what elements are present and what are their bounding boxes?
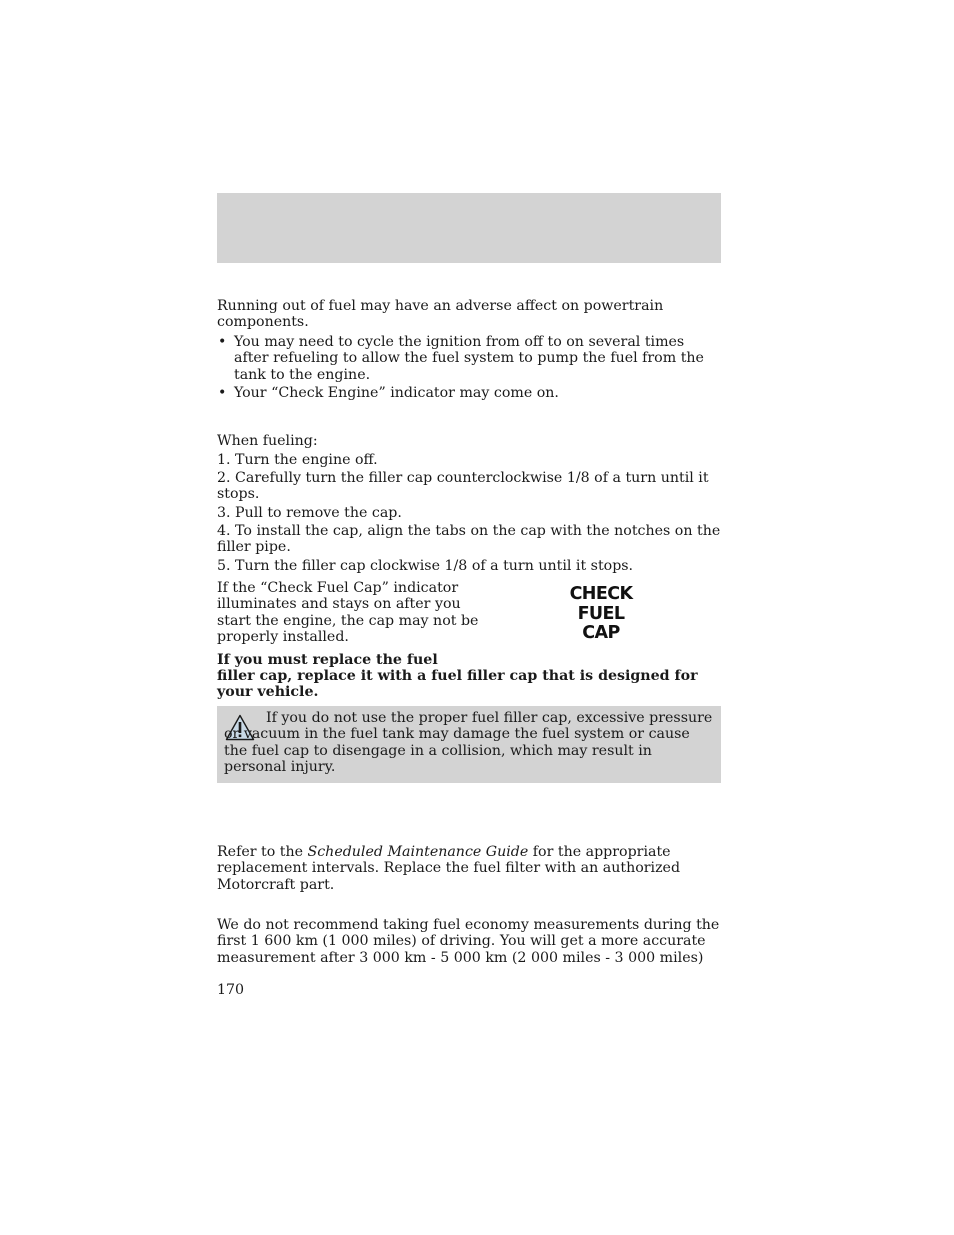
indicator-line: FUEL [577,603,625,624]
fuel-economy-paragraph: We do not recommend taking fuel economy measurements during the first 1 600 km (1 000 miles) of driving. You will get a more accurate measurement after 3 000 km - 5 000 km (2 000 miles - 3 000 miles) [217,917,720,966]
check-fuel-cap-paragraph: If the “Check Fuel Cap” indicator illuminates and stays on after you start the engine, the cap may not be properly installed. [217,580,479,646]
warning-text: If you do not use the proper fuel filler cap, excessive pressure or vacuum in the fuel tank may damage the fuel system or cause the fuel cap to disengage in a collision, which may result in personal injury. [224,710,713,776]
intro-paragraph: Running out of fuel may have an adverse affect on powertrain components. [217,298,664,331]
fuel-filter-paragraph [217,844,721,893]
fueling-step: 1. Turn the engine off. [217,452,378,468]
filter-text-after: for the appropriate replacement intervals. Replace the fuel filter with an authorized Motorcraft part. [217,844,681,893]
indicator-line: CHECK [569,584,633,604]
section-header-band [217,193,721,263]
page-number: 170 [217,982,245,998]
bullet-text: You may need to cycle the ignition from off to on several times after refueling to allow the fuel system to pump the fuel from the tank to the engine. [234,334,704,383]
fueling-step: 3. Pull to remove the cap. [217,505,402,521]
bullet-symbol: • [218,334,227,350]
replace-cap-note-line1: If you must replace the fuel [217,652,438,668]
check-fuel-cap-indicator [555,585,647,644]
bullet-item-ignition [217,334,721,383]
replace-cap-note-line2: filler cap, replace it with a fuel filler cap that is designed for your vehicle. [217,668,698,701]
maintenance-guide-title: Scheduled Maintenance Guide [307,844,529,860]
fueling-step: 4. To install the cap, align the tabs on the cap with the notches on the filler pipe. [217,523,721,556]
filter-text-before: Refer to the [217,844,308,860]
warning-box [217,706,721,783]
bullet-item-check-engine [217,385,721,401]
fueling-lead: When fueling: [217,433,318,449]
bullet-text: Your “Check Engine” indicator may come on. [234,385,559,401]
indicator-line: CAP [582,623,620,643]
fueling-step: 5. Turn the filler cap clockwise 1/8 of a turn until it stops. [217,558,634,574]
fueling-step: 2. Carefully turn the filler cap counterclockwise 1/8 of a turn until it stops. [217,470,709,503]
bullet-symbol: • [218,385,227,401]
